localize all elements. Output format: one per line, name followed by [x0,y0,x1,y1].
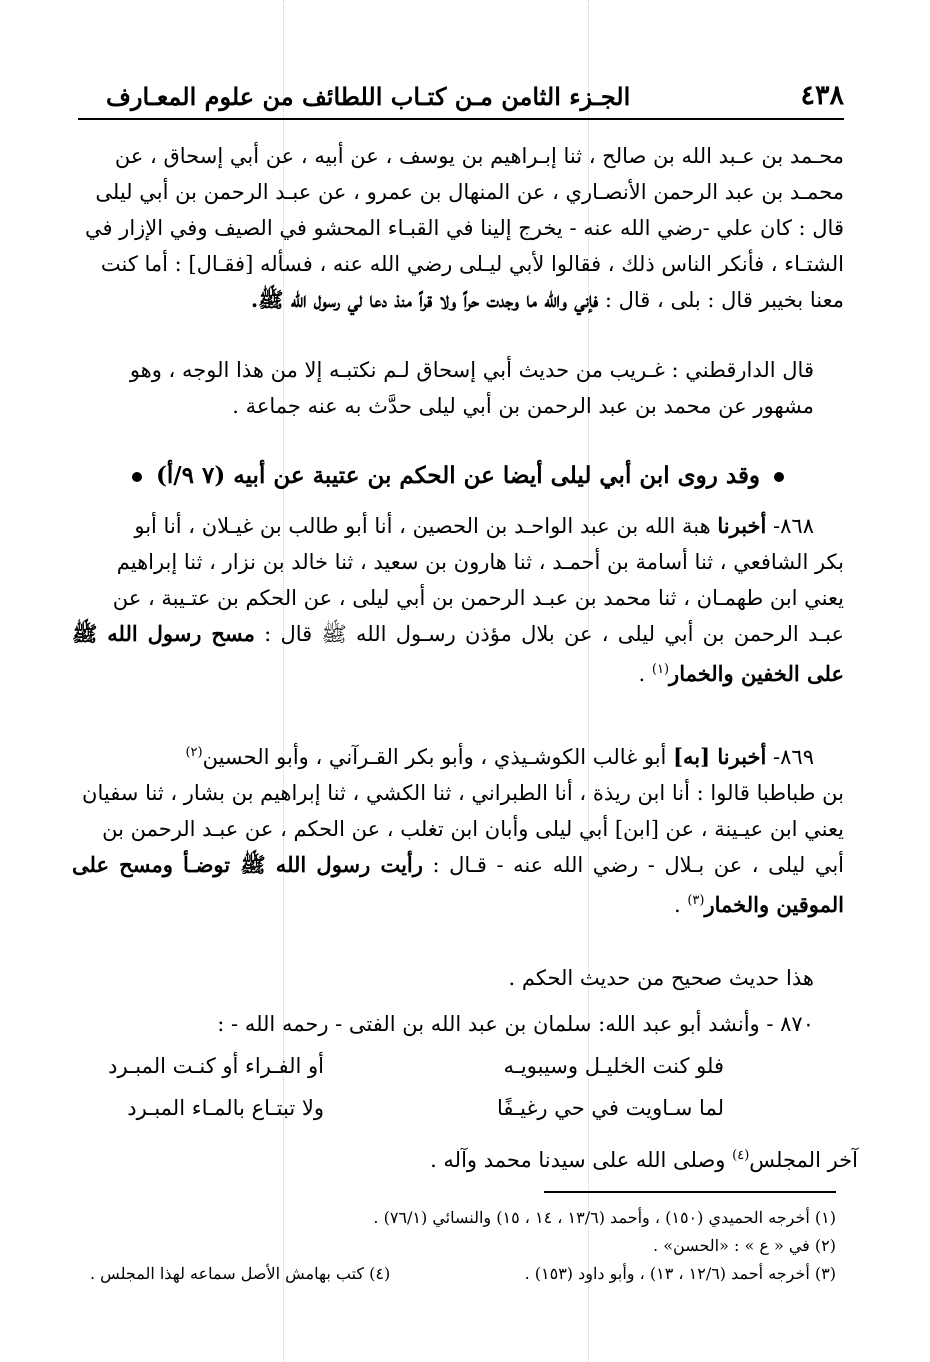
hadith-868 [72,508,844,692]
text-line-end: . [638,662,652,686]
hadith-lead: أخبرنا [717,513,767,538]
hadith-text: رأيت رسول الله ﷺ توضـأ ومسح على الموقين والخمار [72,852,844,917]
bullet-icon [774,472,784,482]
text-line-end: . [673,893,688,917]
bullet-icon [132,472,142,482]
footnotes [90,1204,836,1288]
verse-second-hemistich: ولا تبتـاع بالمـاء المبـرد [127,1096,324,1120]
text-line: بكر الشافعي ، ثنا أسامة بن أحمـد ، ثنا هارون بن سعيد ، ثنا خالد بن نزار ، ثنا إبراهيم [116,550,844,574]
verse-first-hemistich: لما سـاويت في حي رغيـفًا [496,1096,724,1120]
page-number: ٤٣٨ [800,80,844,111]
text-line: يعني ابن عيـينة ، عن [ابن] أبي ليلى وأبان ابن تغلب ، عن الحكم ، عن عبـد الرحمن بن [102,817,844,841]
footnote-4: (٤) كتب بهامش الأصل سماعه لهذا المجلس . [90,1264,391,1283]
text-line-part: أبو غالب الكوشـيذي ، وأبو بكر القـرآني ، وأبو الحسين [202,745,667,769]
text-line [72,282,844,318]
hadith-number: ٨٦٨- [773,514,814,538]
hadith-text: مسح رسول الله ﷺ على الخفين والخمار [72,621,844,686]
poem-intro: ٨٧٠ - وأنشد أبو عبد الله: سلمان بن عبد الله بن الفتى - رحمه الله - : [217,1012,814,1036]
section-heading-text: وقد روى ابن أبي ليلى أيضا عن الحكم بن عتيبة عن أبيه (٧ ٩/أ) [155,462,761,489]
text-line-part: أبي ليلى ، عن بـلال - رضي الله عنه - قـال : [432,853,845,877]
text-line: قال : كان علي -رضي الله عنه - يخرج إلينا في القبـاء المحشو في الصيف وفي الإزار في [84,216,844,240]
text-line [72,616,844,692]
text-line-part: عبـد الرحمن بن أبي ليلى ، عن بلال مؤذن رسـول الله ﷺ قال : [264,622,844,646]
footnote-ref: (٣) [687,893,705,908]
hadith-lead: أخبرنا [به] [673,744,767,769]
text-line [72,735,844,775]
text-line: هذا حديث صحيح من حديث الحكم . [508,966,814,990]
closing-line [430,1148,858,1172]
text-line [72,508,844,544]
text-line-part: هبة الله بن عبد الواحـد بن الحصين ، أنا أبو طالب بن غيـلان ، أنا أبو [134,514,711,538]
footnote-row [90,1260,836,1288]
paragraph-narration [72,138,844,318]
footnote-ref: (١) [651,662,670,677]
running-header [78,78,844,120]
quoted-saying: فإني والله ما وجدت حراً ولا قراً منذ دعا لي رسول الله ﷺ. [250,287,599,312]
text-line: محمـد بن عبد الرحمن الأنصـاري ، عن المنهال بن عمرو ، عن عبـد الرحمن بن أبي ليلى [95,180,844,204]
text-line: الشتـاء ، فأنكر الناس ذلك ، فقالوا لأبي ليـلى رضي الله عنه ، فسأله [فقـال] : أما كنت [100,252,844,276]
text-line: قال الدارقطني : غـريب من حديث أبي إسحاق لـم نكتبـه إلا من هذا الوجه ، وهو [129,358,814,382]
text-line: محـمد بن عـبد الله بن صالح ، ثنا إبـراهيم بن يوسف ، عن أبيه ، عن أبي إسحاق ، عن [114,144,844,168]
hadith-number: ٨٦٩- [773,745,814,769]
text-line: مشهور عن محمد بن عبد الرحمن بن أبي ليلى حدَّث به عنه جماعة . [232,394,814,418]
verse-first-hemistich: فلو كنت الخليـل وسيبويـه [503,1054,724,1078]
hadith-869 [72,735,844,923]
paragraph-daraqutni [72,352,844,424]
footnote-1: (١) أخرجه الحميدي (١٥٠) ، وأحمد (١٣/٦ ، ١٤ ، ١٥) والنسائي (٧٦/١) . [373,1208,836,1227]
footnote-ref: (٢) [185,745,203,760]
text-line [72,847,844,923]
footnote-2: (٢) في « ع » : «الحسن» . [653,1236,836,1255]
text-line: يعني ابن طهمـان ، ثنا محمد بن عبـد الرحمن بن أبي ليلى ، عن الحكم بن عتـيبة ، عن [112,586,844,610]
text-line-part: معنا بخيبر قال : بلى ، قال : [604,288,844,312]
poem-verse [72,1054,844,1090]
footnote-ref: (٤) [732,1148,750,1163]
closing-text: آخر المجلس [749,1148,858,1172]
running-title: الجـزء الثامن مـن كتـاب اللطائف من علوم المعـارف [106,82,631,111]
footnote-separator [544,1191,836,1193]
closing-text: وصلى الله على سيدنا محمد وآله . [430,1148,733,1172]
verse-second-hemistich: أو الفـراء أو كنـت المبـرد [108,1054,324,1078]
section-heading [72,462,844,489]
footnote-3: (٣) أخرجه أحمد (١٢/٦ ، ١٣) ، وأبو داود (١٥٣) . [524,1264,836,1283]
text-line: بن طباطبا قالوا : أنا ابن ريذة ، أنا الطبراني ، ثنا الكشي ، ثنا إبراهيم بن بشار ، ثنا سفيان [82,781,844,805]
poem-verse [72,1096,844,1132]
paragraph-comment [72,960,844,1042]
